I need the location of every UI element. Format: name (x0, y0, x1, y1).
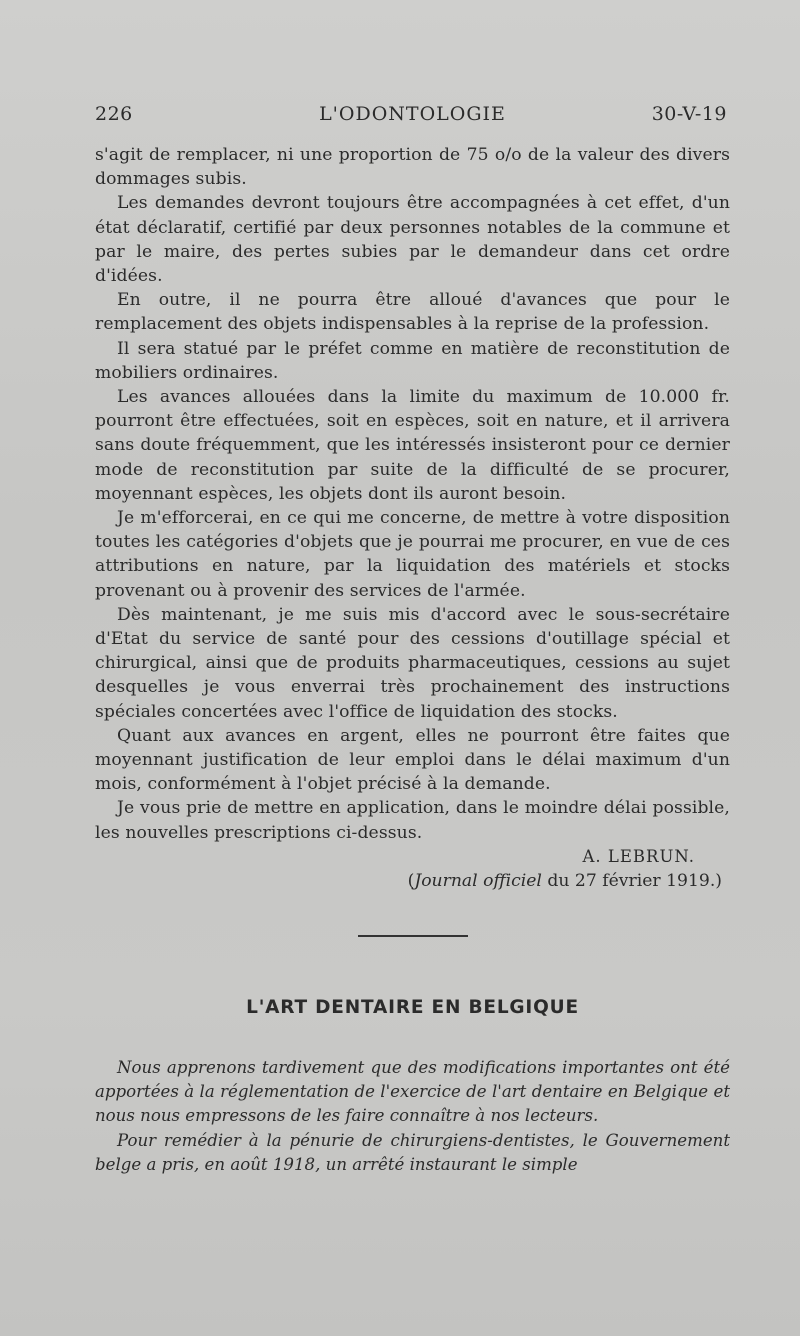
article-body (95, 143, 730, 845)
paragraph: Dès maintenant, je me suis mis d'accord avec le sous-secrétaire d'Etat du service de santé pour des cessions d'outillage spécial et chirurgical, ainsi que de produits pharmaceutiques, cessions au sujet desquelles je vous enverrai très prochainement des instructions spéciales concertées avec l'office de liquidation des stocks. (95, 604, 730, 722)
paragraph: Les avances allouées dans la limite du maximum de 10.000 fr. pourront être effectuées, soit en espèces, soit en nature, et il arrivera sans doute fréquemment, que les intéressés insisteront pour ce dernier mode de reconstitution par suite de la difficulté de se procurer, moyennant espèces, les objets dont ils auront besoin. (95, 387, 730, 504)
paragraph: s'agit de remplacer, ni une proportion de 75 o/o de la valeur des divers dommages subis. (95, 145, 730, 190)
page (95, 103, 730, 1177)
paragraph: En outre, il ne pourra être alloué d'avances que pour le remplacement des objets indispensables à la reprise de la profession. (95, 290, 730, 335)
running-header (95, 103, 730, 143)
paragraph: Je vous prie de mettre en application, dans le moindre délai possible, les nouvelles prescriptions ci-dessus. (95, 798, 730, 843)
source-rest: du 27 février 1919.) (541, 870, 722, 891)
signature: A. LEBRUN. (582, 846, 695, 866)
section-divider (358, 935, 468, 937)
paragraph: Il sera statué par le préfet comme en matière de reconstitution de mobiliers ordinaires. (95, 338, 730, 383)
paragraph: Les demandes devront toujours être accompagnées à cet effet, d'un état déclaratif, certifié par deux personnes notables de la commune et par le maire, des pertes subies par le demandeur dans cet ordre d'idées. (95, 193, 730, 287)
section-body (95, 1056, 730, 1177)
paragraph: Nous apprenons tardivement que des modifications importantes ont été apportées à la réglementation de l'exercice de l'art dentaire en Belgique et nous nous empressons de les faire connaître à nos lecteurs. (95, 1057, 730, 1126)
section-title: L'ART DENTAIRE EN BELGIQUE (246, 996, 579, 1018)
paragraph: Pour remédier à la pénurie de chirurgiens-dentistes, le Gouvernement belge a pris, en août 1918, un arrêté instaurant le simple (95, 1130, 730, 1174)
issue-date: 30-V-19 (651, 103, 727, 125)
journal-title: L'ODONTOLOGIE (319, 103, 506, 125)
source-citation (95, 869, 730, 893)
paragraph: Je m'efforcerai, en ce qui me concerne, de mettre à votre disposition toutes les catégories d'objets que je pourrai me procurer, en vue de ces attributions en nature, par la liquidation des matériels et stocks provenant ou à provenir des services de l'armée. (95, 508, 730, 601)
source-journal: Journal officiel (414, 870, 542, 891)
paragraph: Quant aux avances en argent, elles ne pourront être faites que moyennant justification de leur emploi dans le délai maximum d'un mois, conformément à l'objet précisé à la demande. (95, 725, 730, 795)
page-number: 226 (95, 103, 133, 125)
source-open: ( (407, 870, 415, 891)
